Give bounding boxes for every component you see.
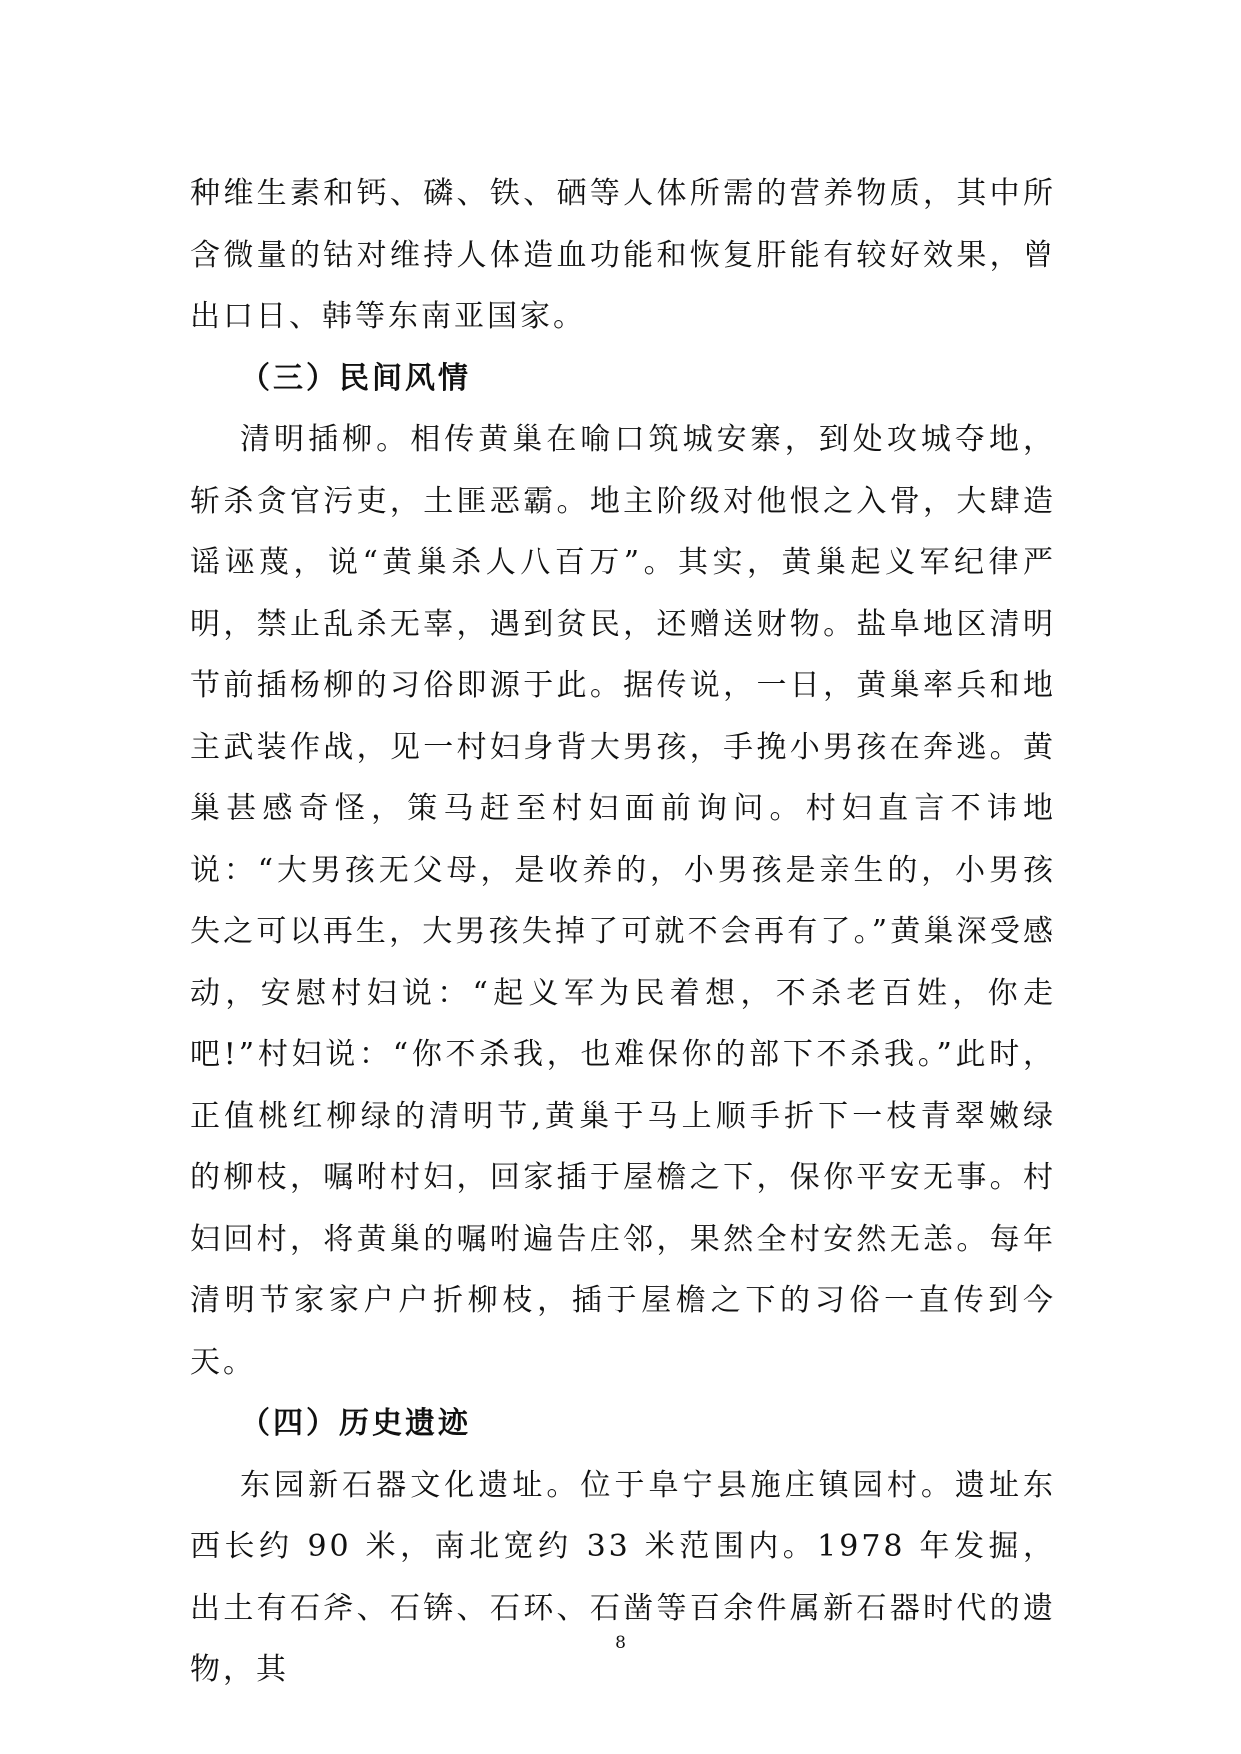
section-heading-historical-sites: （四）历史遗迹 [240, 1406, 471, 1441]
section-heading-folk-customs: （三）民间风情 [240, 360, 471, 396]
page-number: 8 [615, 1633, 626, 1653]
paragraph-qingming-willow: 清明插柳。相传黄巢在喻口筑城安寨，到处攻城夺地，斩杀贪官污吏，土匪恶霸。地主阶级对他恨之入骨，大肆造谣诬蔑，说“黄巢杀人八百万”。其实，黄巢起义军纪律严明，禁止乱杀无辜，遇到贫民，还赠送财物。盐阜地区清明节前插杨柳的习俗即源于此。据传说，一日，黄巢率兵和地主武装作战，见一村妇身背大男孩，手挽小男孩在奔逃。黄巢甚感奇怪，策马赶至村妇面前询问。村妇直言不讳地说：“大男孩无父母，是收养的，小男孩是亲生的，小男孩失之可以再生，大男孩失掉了可就不会再有了。”黄巢深受感动，安慰村妇说：“起义军为民着想，不杀老百姓，你走吧!”村妇说：“你不杀我，也难保你的部下不杀我。”此时，正值桃红柳绿的清明节,黄巢于马上顺手折下一枝青翠嫩绿的柳枝，嘱咐村妇，回家插于屋檐之下，保你平安无事。村妇回村，将黄巢的嘱咐遍告庄邻，果然全村安然无恙。每年清明节家家户户折柳枝，插于屋檐之下的习俗一直传到今天。 [190, 422, 1056, 1380]
document-body [190, 163, 1056, 1701]
paragraph-nutrition-continued: 种维生素和钙、磷、铁、硒等人体所需的营养物质，其中所含微量的钴对维持人体造血功能和恢复肝能有较好效果，曾出口日、韩等东南亚国家。 [190, 176, 1056, 334]
paragraph-dongyuan-site: 东园新石器文化遗址。位于阜宁县施庄镇园村。遗址东西长约 90 米，南北宽约 33 米范围内。1978 年发掘，出土有石斧、石锛、石环、石凿等百余件属新石器时代的遗物，其 [190, 1467, 1056, 1687]
